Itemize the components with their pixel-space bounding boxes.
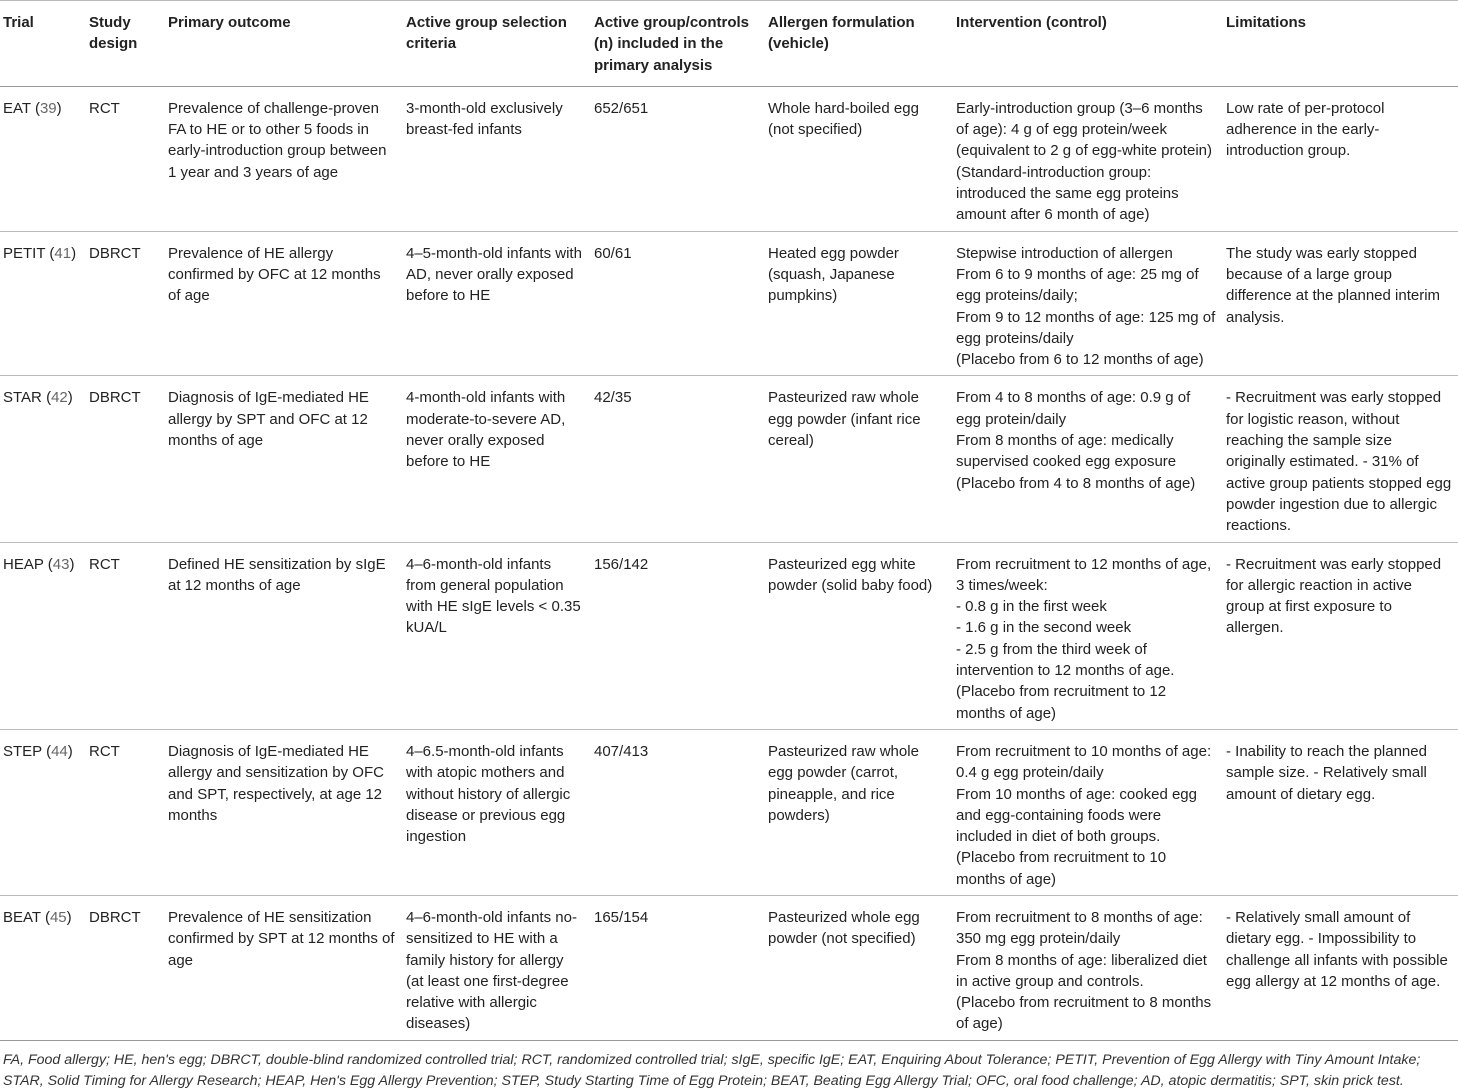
cell-primary-outcome: Prevalence of HE sensitization confirmed by SPT at 12 months of age [165,895,403,1040]
cell-selection-criteria: 4-month-old infants with moderate-to-severe AD, never orally exposed before to HE [403,376,591,542]
trial-reference: 45 [49,908,67,926]
intervention-line: Early-introduction group (3–6 months of age): 4 g of egg protein/week (equivalent to 2 g of egg-white protein) [956,99,1212,160]
cell-limitations: - Recruitment was early stopped for allergic reaction in active group at first exposure to allergen. [1223,542,1458,729]
header-study-design: Study design [86,1,165,87]
header-selection-criteria: Active group selection criteria [403,1,591,87]
cell-study-design: RCT [86,542,165,729]
trial-reference: 39 [39,99,57,117]
cell-limitations: - Recruitment was early stopped for logistic reason, without reaching the sample size originally estimated. - 31% of active group patients stopped egg powder ingestion due to allergic reactions. [1223,376,1458,542]
cell-intervention [953,86,1223,231]
intervention-line: - 0.8 g in the first week [956,598,1107,616]
cell-intervention [953,376,1223,542]
cell-primary-outcome: Diagnosis of IgE-mediated HE allergy and sensitization by OFC and SPT, respectively, at age 12 months [165,729,403,895]
header-row [0,1,1458,87]
cell-trial: PETIT (41) [0,231,86,376]
cell-allergen-formulation: Heated egg powder (squash, Japanese pumpkins) [765,231,953,376]
intervention-line: From 8 months of age: liberalized diet in active group and controls. [956,951,1207,990]
intervention-line: From recruitment to 8 months of age: 350 mg egg protein/daily [956,908,1203,948]
intervention-line: (Placebo from 4 to 8 months of age) [956,474,1196,492]
cell-limitations: - Inability to reach the planned sample size. - Relatively small amount of dietary egg. [1223,729,1458,895]
cell-group-counts: 156/142 [591,542,765,729]
intervention-line: Stepwise introduction of allergen [956,244,1173,262]
trial-reference: 44 [51,742,68,760]
intervention-line: From 10 months of age: cooked egg and egg-containing foods were included in diet of both groups. [956,785,1197,846]
cell-allergen-formulation: Pasteurized raw whole egg powder (infant rice cereal) [765,376,953,542]
intervention-line: (Placebo from recruitment to 10 months of age) [956,849,1167,888]
table-row [0,231,1458,376]
table-body [0,86,1458,1040]
cell-primary-outcome: Defined HE sensitization by sIgE at 12 months of age [165,542,403,729]
intervention-line: - 1.6 g in the second week [956,619,1132,637]
cell-study-design: RCT [86,86,165,231]
intervention-line: From recruitment to 10 months of age: 0.4 g egg protein/daily [956,742,1212,782]
header-trial: Trial [0,1,86,87]
cell-primary-outcome: Diagnosis of IgE-mediated HE allergy by SPT and OFC at 12 months of age [165,376,403,542]
header-allergen-formulation: Allergen formulation (vehicle) [765,1,953,87]
cell-allergen-formulation: Whole hard-boiled egg (not specified) [765,86,953,231]
table-header [0,1,1458,87]
table-footnote: FA, Food allergy; HE, hen's egg; DBRCT, double-blind randomized controlled trial; RCT, randomized controlled trial; sIgE, specific IgE; EAT, Enquiring About Tolerance; PETIT, Prevention of Egg Allergy with Tiny Amount Intake; STAR, Solid Timing for Allergy Research; HEAP, Hen's Egg Allergy Prevention; STEP, Study Starting Time of Egg Protein; BEAT, Beating Egg Allergy Trial; OFC, oral food challenge; AD, atopic dermatitis; SPT, skin prick test. [3,1051,1421,1089]
table-row [0,542,1458,729]
intervention-line: (Placebo from recruitment to 12 months of age) [956,683,1167,722]
cell-intervention [953,729,1223,895]
header-intervention: Intervention (control) [953,1,1223,87]
cell-primary-outcome: Prevalence of HE allergy confirmed by OFC at 12 months of age [165,231,403,376]
cell-study-design: DBRCT [86,376,165,542]
table-row [0,376,1458,542]
cell-study-design: DBRCT [86,231,165,376]
intervention-line: From recruitment to 12 months of age, 3 times/week: [956,555,1212,594]
cell-group-counts: 165/154 [591,895,765,1040]
cell-trial: EAT (39) [0,86,86,231]
cell-allergen-formulation: Pasteurized raw whole egg powder (carrot, pineapple, and rice powders) [765,729,953,895]
cell-selection-criteria: 4–6.5-month-old infants with atopic mothers and without history of allergic disease or previous egg ingestion [403,729,591,895]
intervention-line: From 8 months of age: medically supervised cooked egg exposure [956,432,1177,471]
cell-selection-criteria: 4–6-month-old infants from general population with HE sIgE levels < 0.35 kUA/L [403,542,591,729]
intervention-line: From 9 to 12 months of age: 125 mg of egg proteins/daily [956,308,1216,347]
table-row [0,895,1458,1040]
cell-selection-criteria: 3-month-old exclusively breast-fed infants [403,86,591,231]
table-row [0,729,1458,895]
cell-trial: STAR (42) [0,376,86,542]
trial-name: PETIT [3,244,46,262]
header-group-counts: Active group/controls (n) included in the primary analysis [591,1,765,87]
trial-name: STAR [3,389,42,407]
cell-allergen-formulation: Pasteurized egg white powder (solid baby food) [765,542,953,729]
trial-reference: 42 [51,389,68,407]
cell-limitations: - Relatively small amount of dietary egg. - Impossibility to challenge all infants with possible egg allergy at 12 months of age. [1223,895,1458,1040]
trial-name: HEAP [3,555,44,573]
intervention-line: From 6 to 9 months of age: 25 mg of egg proteins/daily; [956,265,1199,305]
intervention-line: (Placebo from recruitment to 8 months of age) [956,994,1212,1033]
cell-intervention [953,895,1223,1040]
cell-selection-criteria: 4–5-month-old infants with AD, never orally exposed before to HE [403,231,591,376]
table-row [0,86,1458,231]
cell-group-counts: 652/651 [591,86,765,231]
trial-name: EAT [3,99,31,117]
header-primary-outcome: Primary outcome [165,1,403,87]
header-limitations: Limitations [1223,1,1458,87]
cell-primary-outcome: Prevalence of challenge-proven FA to HE or to other 5 foods in early-introduction group between 1 year and 3 years of age [165,86,403,231]
cell-study-design: RCT [86,729,165,895]
cell-group-counts: 60/61 [591,231,765,376]
intervention-line: (Standard-introduction group: introduced the same egg proteins amount after 6 month of age) [956,163,1179,224]
cell-limitations: Low rate of per-protocol adherence in the early-introduction group. [1223,86,1458,231]
intervention-line: (Placebo from 6 to 12 months of age) [956,351,1204,369]
cell-trial: STEP (44) [0,729,86,895]
cell-intervention [953,231,1223,376]
cell-limitations: The study was early stopped because of a large group difference at the planned interim analysis. [1223,231,1458,376]
trial-name: STEP [3,742,42,760]
intervention-line: From 4 to 8 months of age: 0.9 g of egg protein/daily [956,389,1191,428]
cell-allergen-formulation: Pasteurized whole egg powder (not specified) [765,895,953,1040]
cell-trial: BEAT (45) [0,895,86,1040]
cell-selection-criteria: 4–6-month-old infants no-sensitized to HE with a family history for allergy (at least one first-degree relative with allergic diseases) [403,895,591,1040]
cell-trial: HEAP (43) [0,542,86,729]
intervention-line: - 2.5 g from the third week of intervention to 12 months of age. [956,640,1175,680]
trial-reference: 41 [54,244,72,262]
cell-intervention [953,542,1223,729]
cell-group-counts: 407/413 [591,729,765,895]
trial-reference: 43 [52,555,70,573]
cell-study-design: DBRCT [86,895,165,1040]
cell-group-counts: 42/35 [591,376,765,542]
trial-name: BEAT [3,908,41,926]
